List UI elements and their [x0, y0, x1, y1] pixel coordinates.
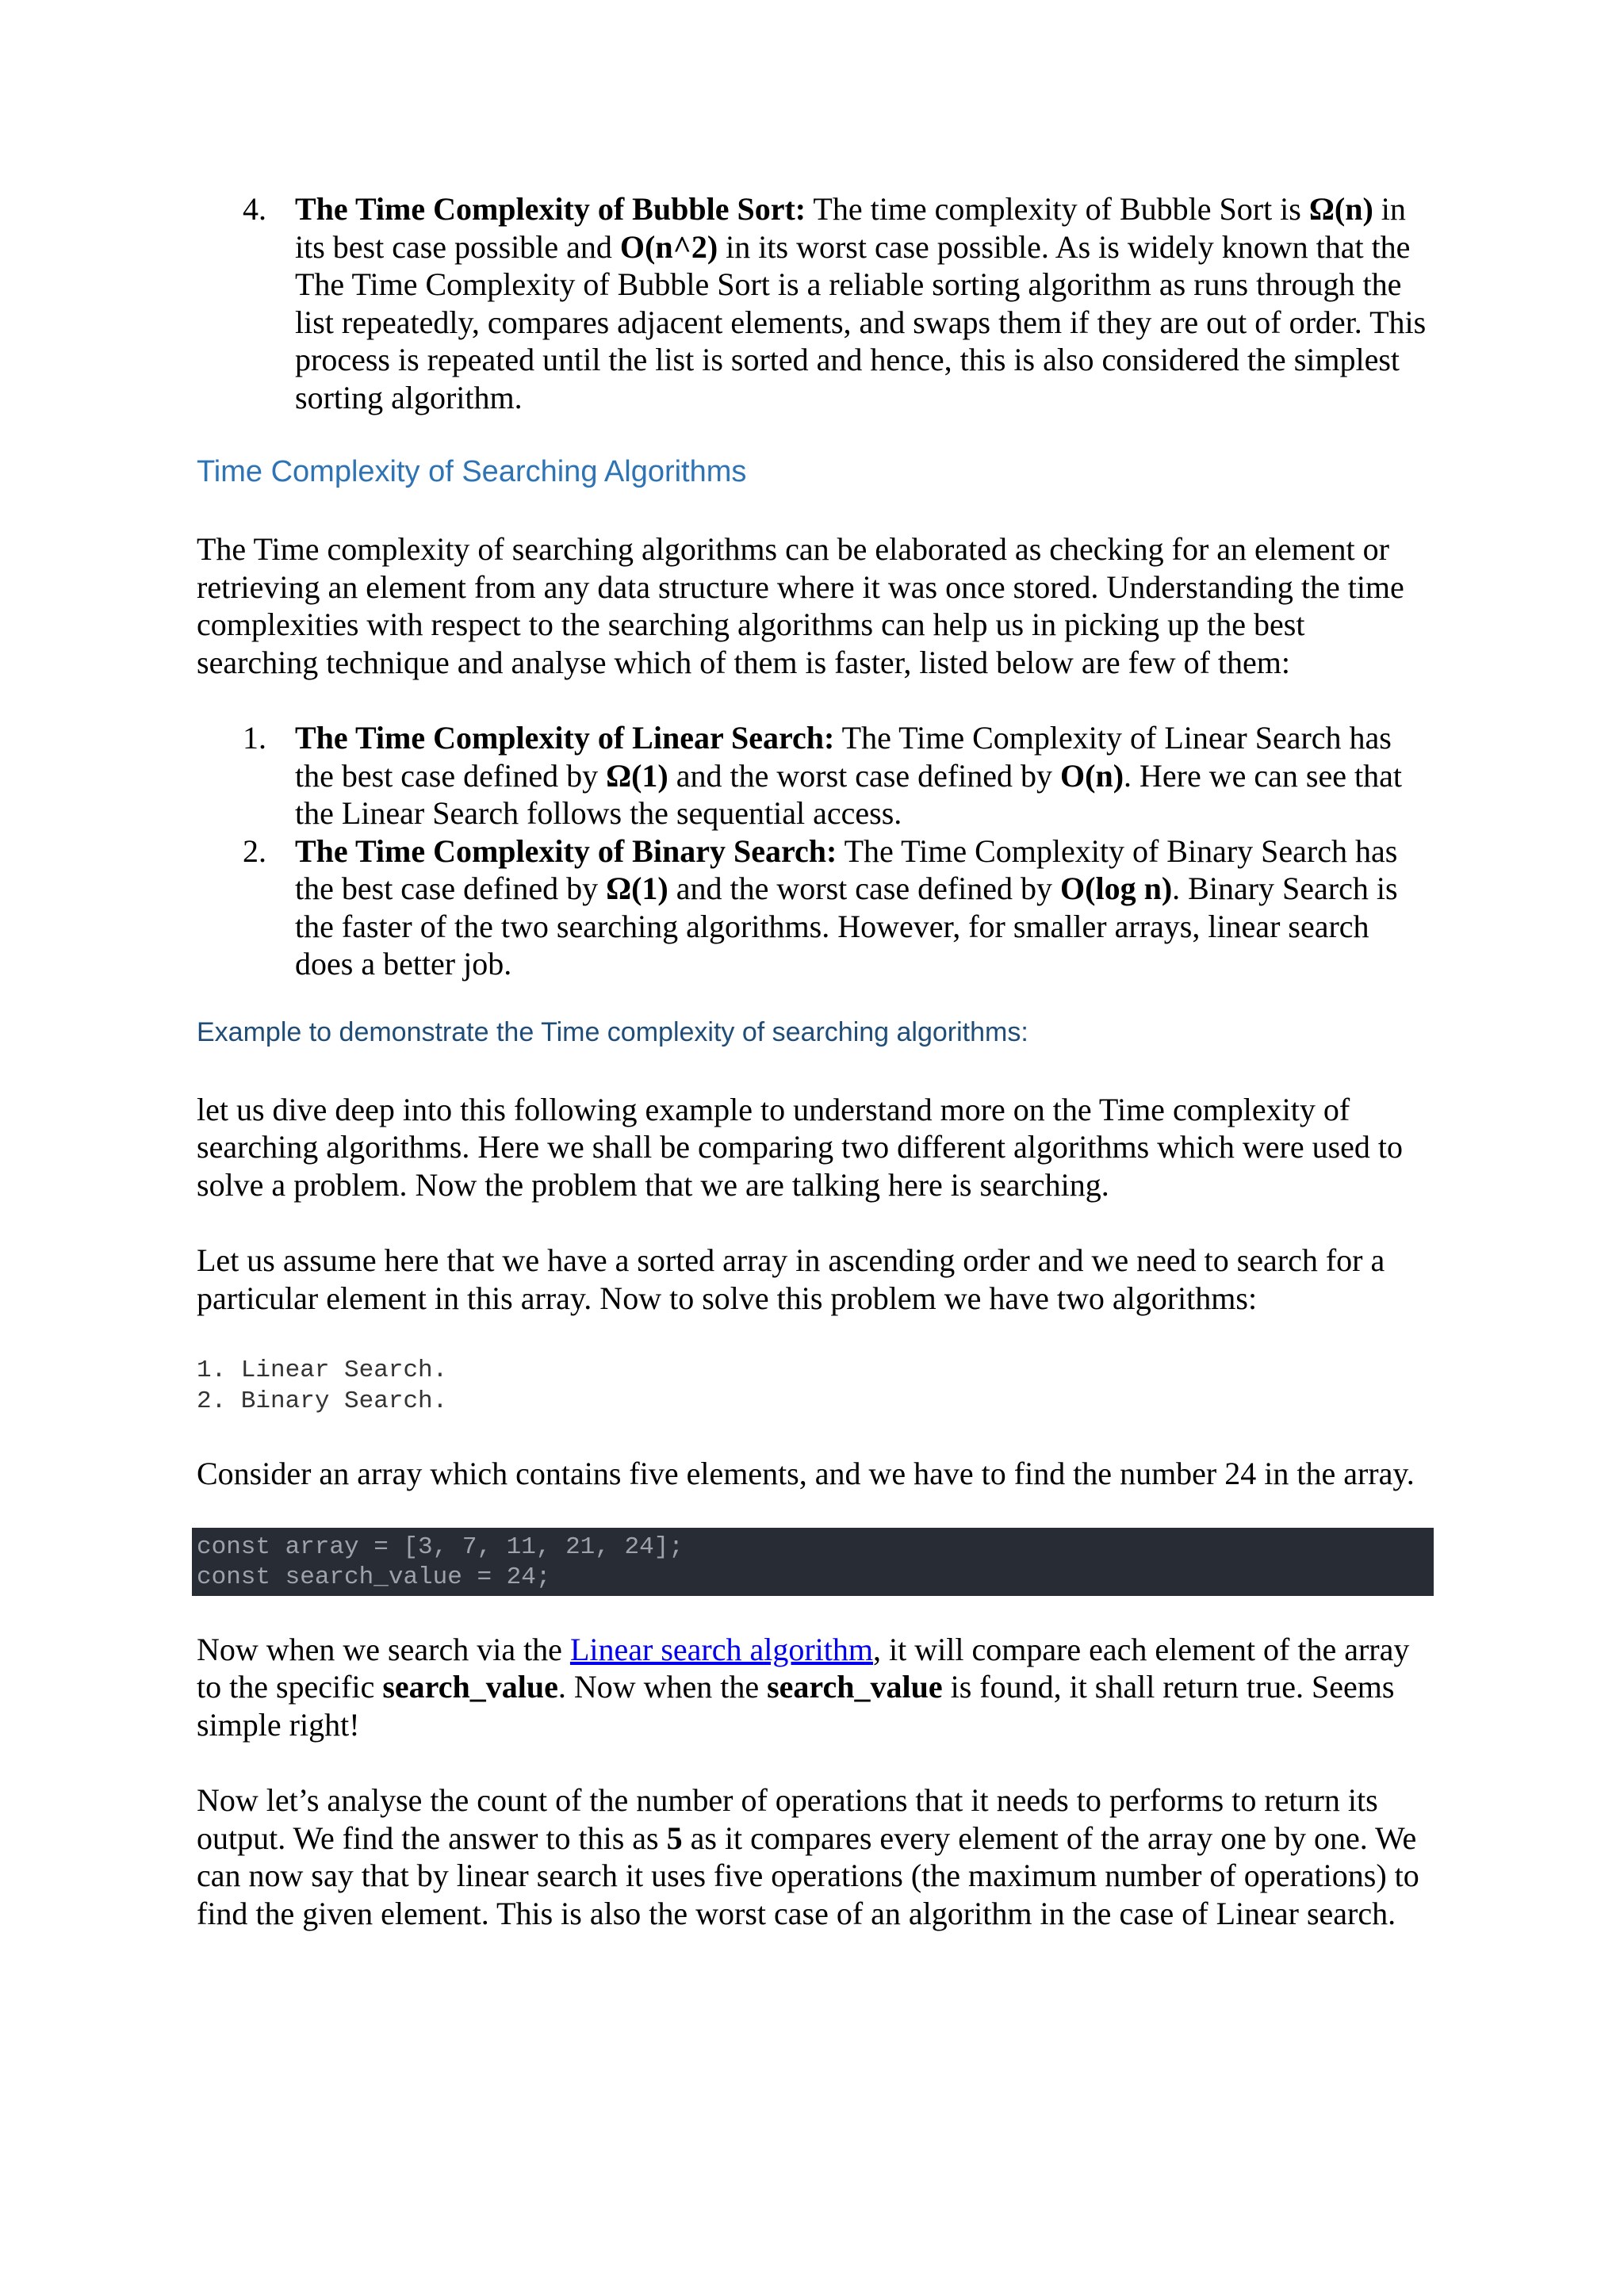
best-case-notation: Ω(1) [606, 757, 668, 794]
list-item-text: and the worst case defined by [668, 871, 1061, 906]
paragraph-text: is found, it shall return true. Seems simple right! [197, 1669, 1395, 1743]
paragraph-text: Now let’s analyse the count of the number of operations that it needs to performs to return its output. We find the answer to this as [197, 1782, 1378, 1856]
paragraph-text: Now when we search via the [197, 1631, 570, 1667]
list-item-text: and the worst case defined by [668, 757, 1061, 794]
best-case-notation: Ω(n) [1308, 191, 1373, 227]
list-item-title: The Time Complexity of Binary Search: [295, 832, 837, 869]
algorithms-list-item: 1. Linear Search. [197, 1357, 448, 1384]
example-heading: Example to demonstrate the Time complexity of searching algorithms: [197, 1016, 1028, 1047]
algorithms-list-item: 2. Binary Search. [197, 1387, 448, 1415]
worst-case-notation: O(n^2) [619, 228, 718, 265]
linear-search-paragraph [197, 1631, 1434, 1744]
list-item-text: . Here we can see that the Linear Search follows the sequential access. [295, 757, 1402, 831]
section-heading: Time Complexity of Searching Algorithms [197, 455, 747, 488]
paragraph-text: , it will compare each element of the array to the specific [197, 1631, 1410, 1705]
search-value-term: search_value [767, 1669, 943, 1705]
search-value-term: search_value [382, 1669, 558, 1705]
list-item-text: The time complexity of Bubble Sort is [806, 191, 1309, 227]
list-item-text: . Binary Search is the faster of the two searching algorithms. However, for smaller arrays, linear search does a better job. [295, 871, 1398, 982]
paragraph-text: . Now when the [557, 1669, 768, 1705]
list-item-text: The Time Complexity of Linear Search has the best case defined by [295, 720, 1392, 794]
worst-case-notation: O(n) [1060, 757, 1124, 794]
code-block [192, 1528, 1434, 1596]
operation-count: 5 [666, 1820, 683, 1856]
algorithms-list [197, 1355, 1434, 1417]
search-complexity-list [197, 719, 1434, 983]
paragraph-text: as it compares every element of the array one by one. We can now say that by linear search it uses five operations (the maximum number of operations) to find the given element. This is also the worst case of an algorithm in the case of Linear search. [197, 1820, 1419, 1931]
bubble-sort-list [197, 190, 1434, 416]
list-item-binary-search [197, 832, 1434, 983]
list-item-text: in its best case possible and [295, 191, 1406, 265]
code-line: const array = [3, 7, 11, 21, 24]; [197, 1533, 684, 1561]
assume-paragraph: Let us assume here that we have a sorted array in ascending order and we need to search for a particular element in this array. Now to solve this problem we have two algorithms: [197, 1242, 1385, 1316]
worst-case-notation: O(log n) [1060, 871, 1173, 906]
intro-paragraph: The Time complexity of searching algorithms can be elaborated as checking for an element or retrieving an element from any data structure where it was once stored. Understanding the time complexities with respect to the searching algorithms can help us in picking up the best searching technique and analyse which of them is faster, listed below are few of them: [197, 531, 1404, 680]
best-case-notation: Ω(1) [606, 871, 668, 906]
list-item-title: The Time Complexity of Linear Search: [295, 720, 835, 756]
linear-search-algorithm-link[interactable]: Linear search algorithm [569, 1631, 873, 1667]
list-item-number: 4. [243, 191, 266, 227]
list-item-linear-search [197, 719, 1434, 832]
code-line: const search_value = 24; [197, 1563, 551, 1591]
document-page [197, 190, 1434, 1932]
list-item-number: 2. [243, 832, 266, 869]
list-item-number: 1. [243, 720, 266, 756]
list-item-text: in its worst case possible. As is widely known that the The Time Complexity of Bubble Sort is a reliable sorting algorithm as runs through the list repeatedly, compares adjacent elements, and swaps them if they are out of order. This process is repeated until the list is sorted and hence, this is also considered the simplest sorting algorithm. [295, 228, 1427, 415]
analyse-paragraph [197, 1781, 1434, 1932]
list-item-bubble-sort [197, 190, 1434, 416]
list-item-title: The Time Complexity of Bubble Sort: [295, 191, 806, 227]
consider-paragraph: Consider an array which contains five elements, and we have to find the number 24 in the array. [197, 1456, 1415, 1491]
list-item-text: The Time Complexity of Binary Search has the best case defined by [295, 832, 1398, 906]
dive-paragraph: let us dive deep into this following example to understand more on the Time complexity of searching algorithms. Here we shall be comparing two different algorithms which were used to solve a problem. Now the problem that we are talking here is searching. [197, 1091, 1404, 1203]
